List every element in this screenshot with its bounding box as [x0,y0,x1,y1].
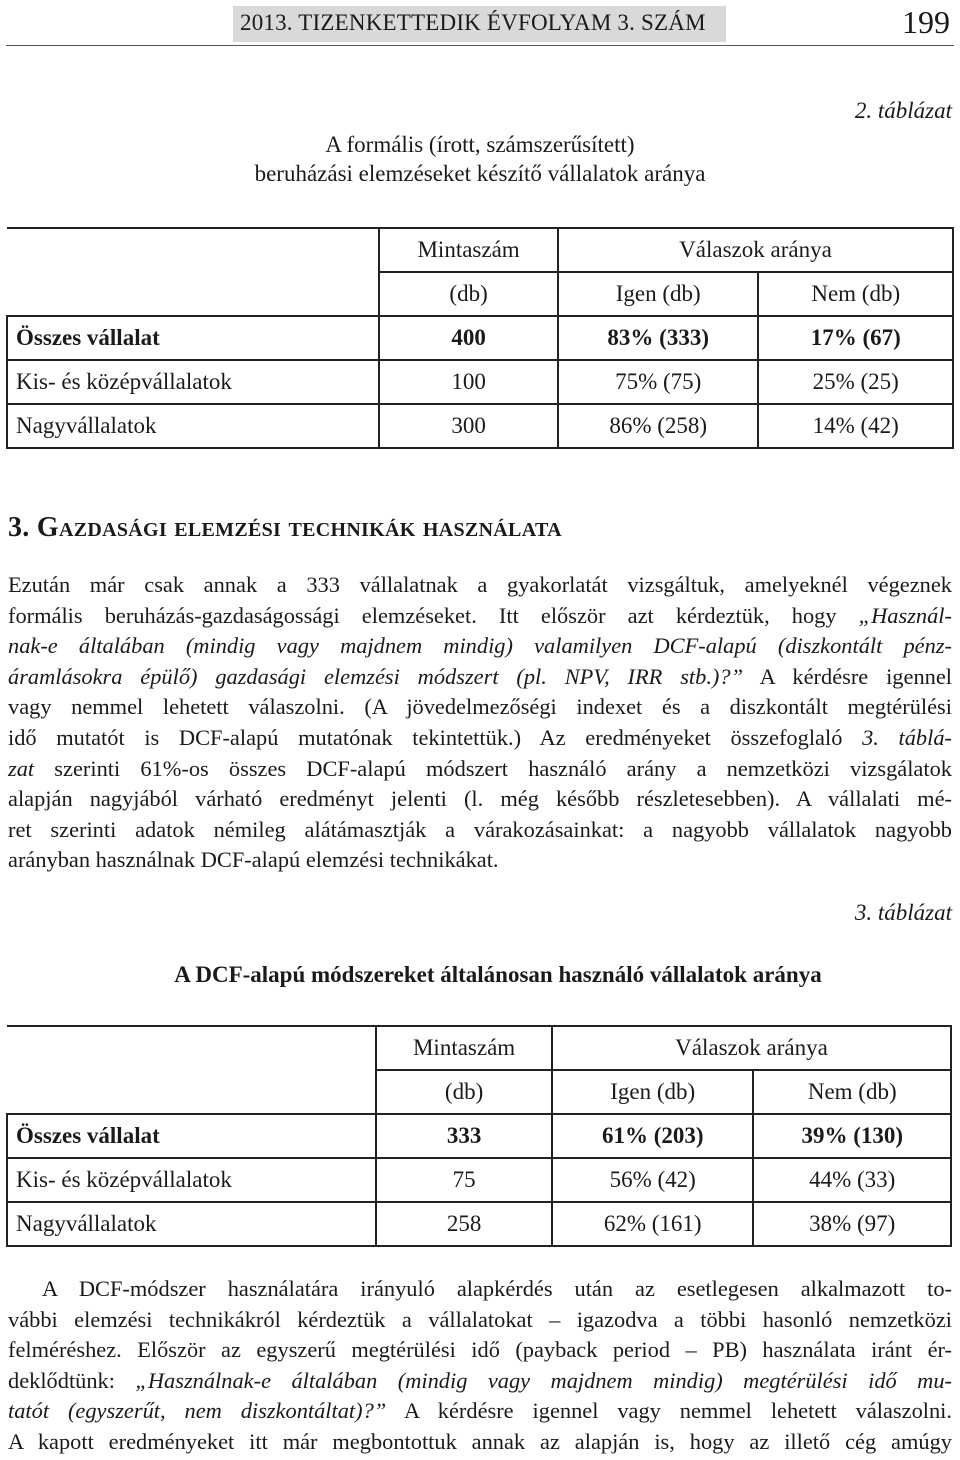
table2-title-line1: A formális (írott, számszerűsített) [325,132,635,157]
text-line: arányban használnak DCF-alapú elemzési technikákat. [8,847,499,873]
table2-corner-cell [7,228,379,272]
text-line: felméréshez. Először az egyszerű megtérülési idő (payback period – PB) használata iránt ér- [8,1337,952,1363]
cell-no: 25% (25) [758,360,953,404]
body-paragraph-1 [8,570,952,876]
text-line [8,1396,952,1427]
cell-no: 38% (97) [753,1202,951,1246]
table3-corner-cell2 [7,1070,376,1114]
body-paragraph-2 [8,1274,952,1458]
table2-head-no: Nem (db) [758,272,953,316]
row-label: Nagyvállalatok [7,404,379,448]
italic-quote: nak-e általában (mindig vagy majdnem mindig) valamilyen DCF-alapú (diszkontált pénz- [8,633,952,659]
cell-yes: 61% (203) [552,1114,753,1158]
table3-head-db: (db) [376,1070,552,1114]
text-line [8,601,952,632]
row-label: Kis- és középvállalatok [7,360,379,404]
cell-sample: 75 [376,1158,552,1202]
cell-no: 44% (33) [753,1158,951,1202]
table2-head-answers: Válaszok aránya [558,228,953,272]
cell-sample: 100 [379,360,558,404]
table2-label: 2. táblázat [854,98,952,123]
cell-no: 17% (67) [758,316,953,360]
text-line: vábbi elemzési technikákról kérdeztük a vállalatokat – igazodva a többi hasonló nemzetközi [8,1306,952,1332]
text-line: ret szerinti adatok némileg alátámasztják a várakozásainkat: a nagyobb vállalatok nagyobb [8,816,952,842]
cell-sample: 400 [379,316,558,360]
table2 [6,227,954,449]
text-span: idő mutatót is DCF-alapú mutatónak tekintettük.) Az eredményeket összefoglaló [8,724,863,750]
cell-yes: 56% (42) [552,1158,753,1202]
table-row [7,360,953,404]
table2-title-line2: beruházási elemzéseket készítő vállalatok aránya [254,161,706,186]
table-row [7,316,953,360]
table-reference: 3. táblá- [862,724,952,750]
cell-yes: 86% (258) [558,404,758,448]
table3-header-row2 [7,1070,951,1114]
text-line: Ezután már csak annak a 333 vállalatnak a gyakorlatát vizsgáltuk, amelyeknél végeznek [8,572,952,597]
row-label: Összes vállalat [7,1114,376,1158]
table2-head-yes: Igen (db) [558,272,758,316]
table3-head-answers: Válaszok aránya [552,1026,951,1070]
table-row [7,404,953,448]
text-line: alapján nagyjából várható eredményt jelenti (l. még később részletesebben). A vállalati mé- [8,786,952,812]
cell-yes: 83% (333) [558,316,758,360]
cell-sample: 300 [379,404,558,448]
table2-title [200,130,760,188]
row-label: Összes vállalat [7,316,379,360]
table2-head-db: (db) [379,272,558,316]
text-line [8,754,952,785]
text-span: A kérdésre igennel [743,663,952,689]
table-row [7,1158,951,1202]
table3-header-row1 [7,1026,951,1070]
text-span: A kérdésre igennel vagy nemmel lehetett válaszolni. [386,1398,952,1424]
table2-header-row2 [7,272,953,316]
italic-quote: „Használnak-e általában (mindig vagy majdnem mindig) megtérülési idő mu- [135,1367,952,1393]
text-line [8,723,952,754]
cell-sample: 333 [376,1114,552,1158]
italic-quote: áramlásokra épülő) gazdasági elemzési módszert (pl. NPV, IRR stb.)?” [8,663,744,689]
text-line: vagy nemmel lehetett válaszolni. (A jövedelmezőségi indexet és a diszkontált megtérülési [8,694,952,720]
page-number: 199 [902,4,950,40]
text-line: A DCF-módszer használatára irányuló alapkérdés után az esetlegesen alkalmazott to- [42,1276,952,1301]
table-row [7,1202,951,1246]
table3-head-yes: Igen (db) [552,1070,753,1114]
text-line [8,1366,952,1397]
cell-no: 39% (130) [753,1114,951,1158]
text-line [8,631,952,662]
table2-head-sample: Mintaszám [379,228,558,272]
table-row [7,1114,951,1158]
table3-head-no: Nem (db) [753,1070,951,1114]
row-label: Nagyvállalatok [7,1202,376,1246]
row-label: Kis- és középvállalatok [7,1158,376,1202]
cell-yes: 62% (161) [552,1202,753,1246]
table3-head-sample: Mintaszám [376,1026,552,1070]
table3 [6,1025,952,1247]
table3-label: 3. táblázat [854,900,952,925]
text-span: formális beruházás-gazdaságossági elemzéseket. Itt először azt kérdeztük, hogy [8,602,859,628]
italic-quote: „Használ- [858,602,952,628]
text-span: deklődtünk: [8,1367,136,1393]
table3-corner-cell [7,1026,376,1070]
text-line [8,662,952,693]
journal-header: 2013. TIZENKETTEDIK ÉVFOLYAM 3. SZÁM [240,10,706,35]
text-line: A kapott eredményeket itt már megbontottuk annak az alapján is, hogy az illető cég amúgy [8,1428,952,1454]
cell-no: 14% (42) [758,404,953,448]
cell-sample: 258 [376,1202,552,1246]
header-divider [6,45,954,46]
table3-title: A DCF-alapú módszereket általánosan használó vállalatok aránya [174,962,822,987]
section-heading: 3. Gazdasági elemzési technikák használata [8,512,562,543]
text-span: szerinti 61%-os összes DCF-alapú módszert használó arány a nemzetközi vizsgálatok [34,755,952,781]
table2-header-row1 [7,228,953,272]
table2-corner-cell2 [7,272,379,316]
cell-yes: 75% (75) [558,360,758,404]
table-reference: zat [8,755,35,781]
italic-quote: tatót (egyszerűt, nem diszkontáltat)?” [8,1398,387,1424]
